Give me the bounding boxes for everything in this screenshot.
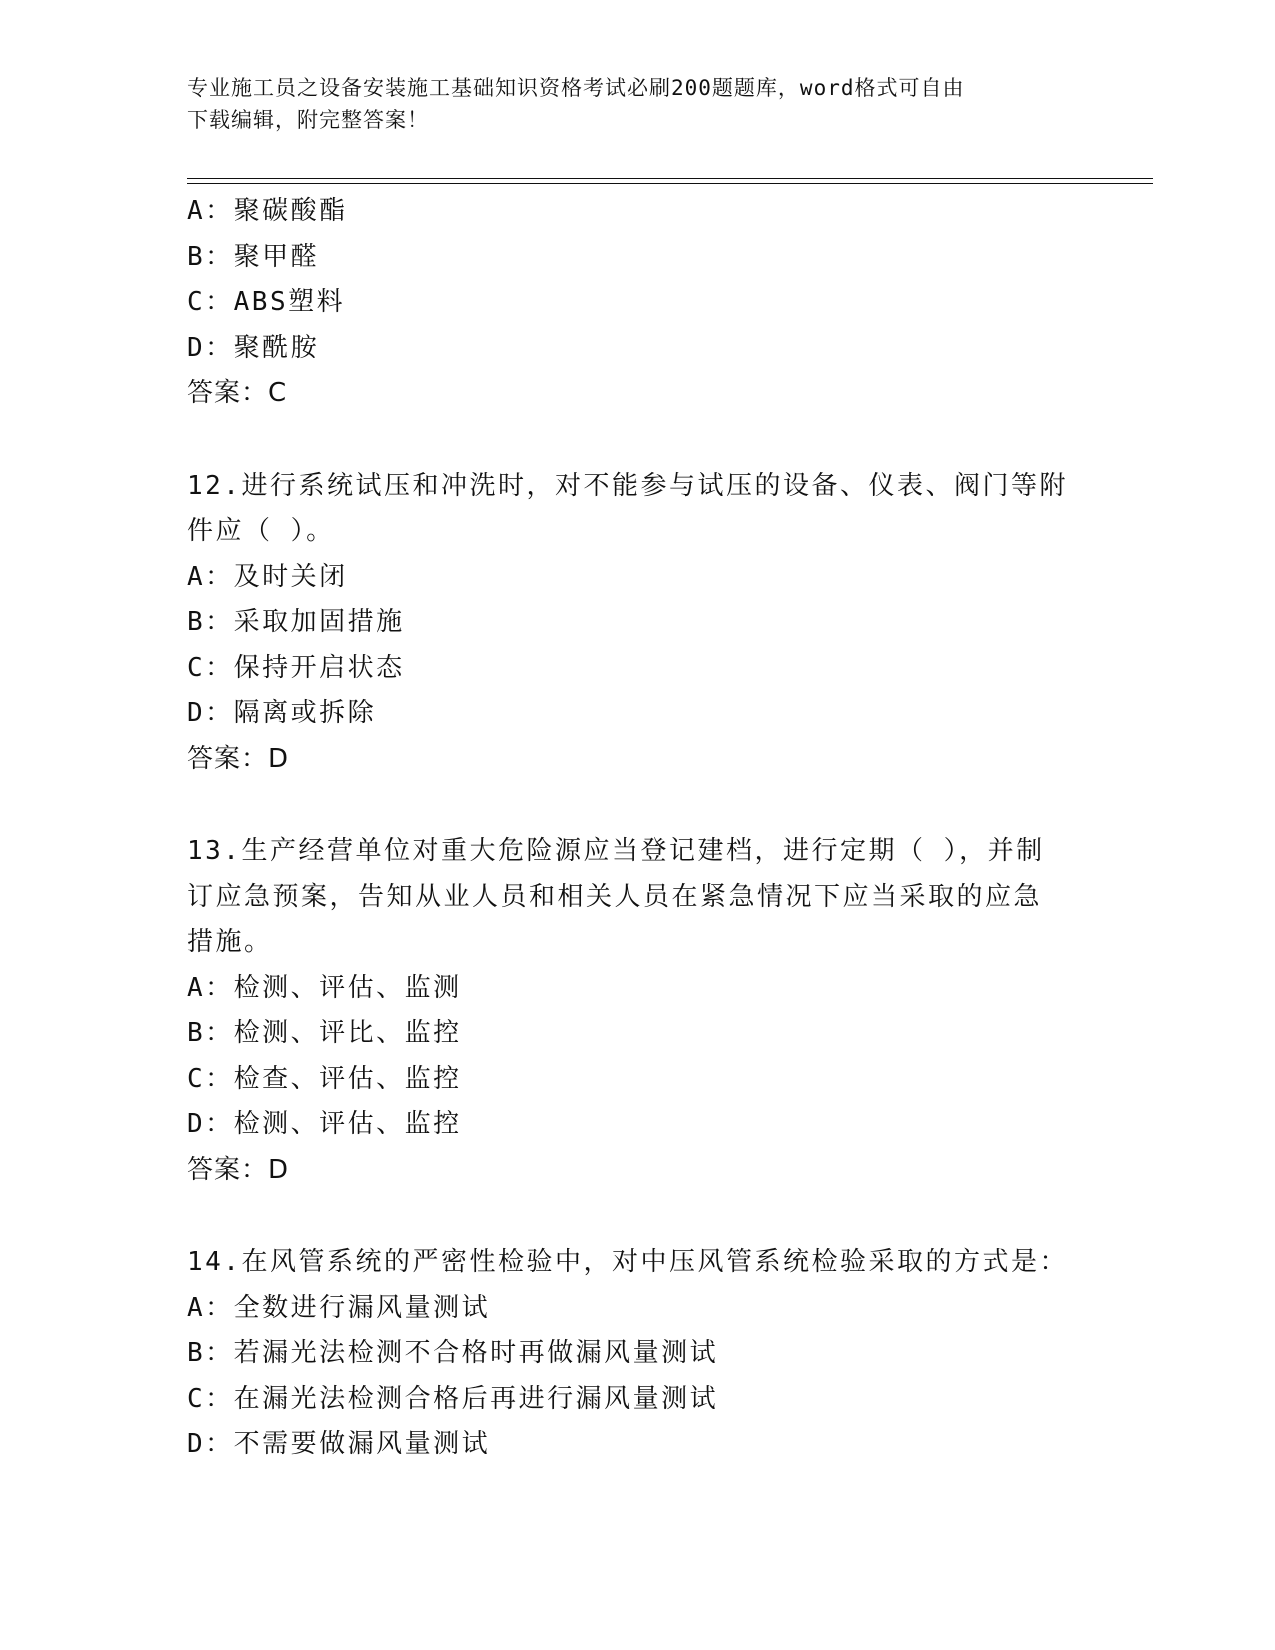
- option-a: A：检测、评估、监测: [187, 972, 462, 1003]
- option-c: C：检查、评估、监控: [187, 1063, 462, 1094]
- question-12: [187, 464, 1087, 783]
- option-d: D：隔离或拆除: [187, 698, 377, 728]
- option-a: A：全数进行漏风量测试: [187, 1292, 491, 1323]
- spacer: [187, 782, 1087, 829]
- header-line-2: 下载编辑，附完整答案！: [187, 108, 429, 132]
- document-header: [187, 72, 1067, 136]
- question-text-line: 订应急预案，告知从业人员和相关人员在紧急情况下应当采取的应急: [187, 881, 1043, 912]
- option-b: B：检测、评比、监控: [187, 1018, 462, 1048]
- header-line-1: 专业施工员之设备安装施工基础知识资格考试必刷200题题库，word格式可自由: [187, 76, 965, 100]
- question-list: [187, 189, 1087, 1468]
- answer: 答案：D: [187, 743, 290, 774]
- option-b: B：若漏光法检测不合格时再做漏风量测试: [187, 1338, 719, 1368]
- option-c: C：在漏光法检测合格后再进行漏风量测试: [187, 1383, 719, 1414]
- option-d: D：聚酰胺: [187, 332, 320, 363]
- question-text-line: 14.在风管系统的严密性检验中，对中压风管系统检验采取的方式是：: [187, 1247, 1068, 1277]
- answer: 答案：D: [187, 1154, 290, 1185]
- question-11-continued: [187, 189, 1087, 417]
- option-b: B：聚甲醛: [187, 241, 320, 272]
- question-text-line: 件应（ ）。: [187, 516, 335, 546]
- option-a: A：聚碳酸酯: [187, 196, 348, 226]
- header-divider-top: [187, 178, 1153, 179]
- answer: 答案：C: [187, 378, 288, 408]
- option-c: C：保持开启状态: [187, 652, 405, 683]
- spacer: [187, 417, 1087, 464]
- question-13: [187, 829, 1087, 1193]
- spacer: [187, 1193, 1087, 1240]
- option-c: C：ABS塑料: [187, 287, 346, 317]
- option-a: A：及时关闭: [187, 561, 348, 592]
- option-d: D：检测、评估、监控: [187, 1109, 462, 1139]
- question-text-line: 13.生产经营单位对重大危险源应当登记建档，进行定期（ ），并制: [187, 836, 1045, 866]
- question-text-line: 措施。: [187, 927, 273, 957]
- header-divider-bottom: [187, 183, 1153, 184]
- option-d: D：不需要做漏风量测试: [187, 1429, 491, 1459]
- option-b: B：采取加固措施: [187, 607, 405, 637]
- question-text-line: 12.进行系统试压和冲洗时，对不能参与试压的设备、仪表、阀门等附: [187, 470, 1068, 501]
- question-14: [187, 1240, 1087, 1468]
